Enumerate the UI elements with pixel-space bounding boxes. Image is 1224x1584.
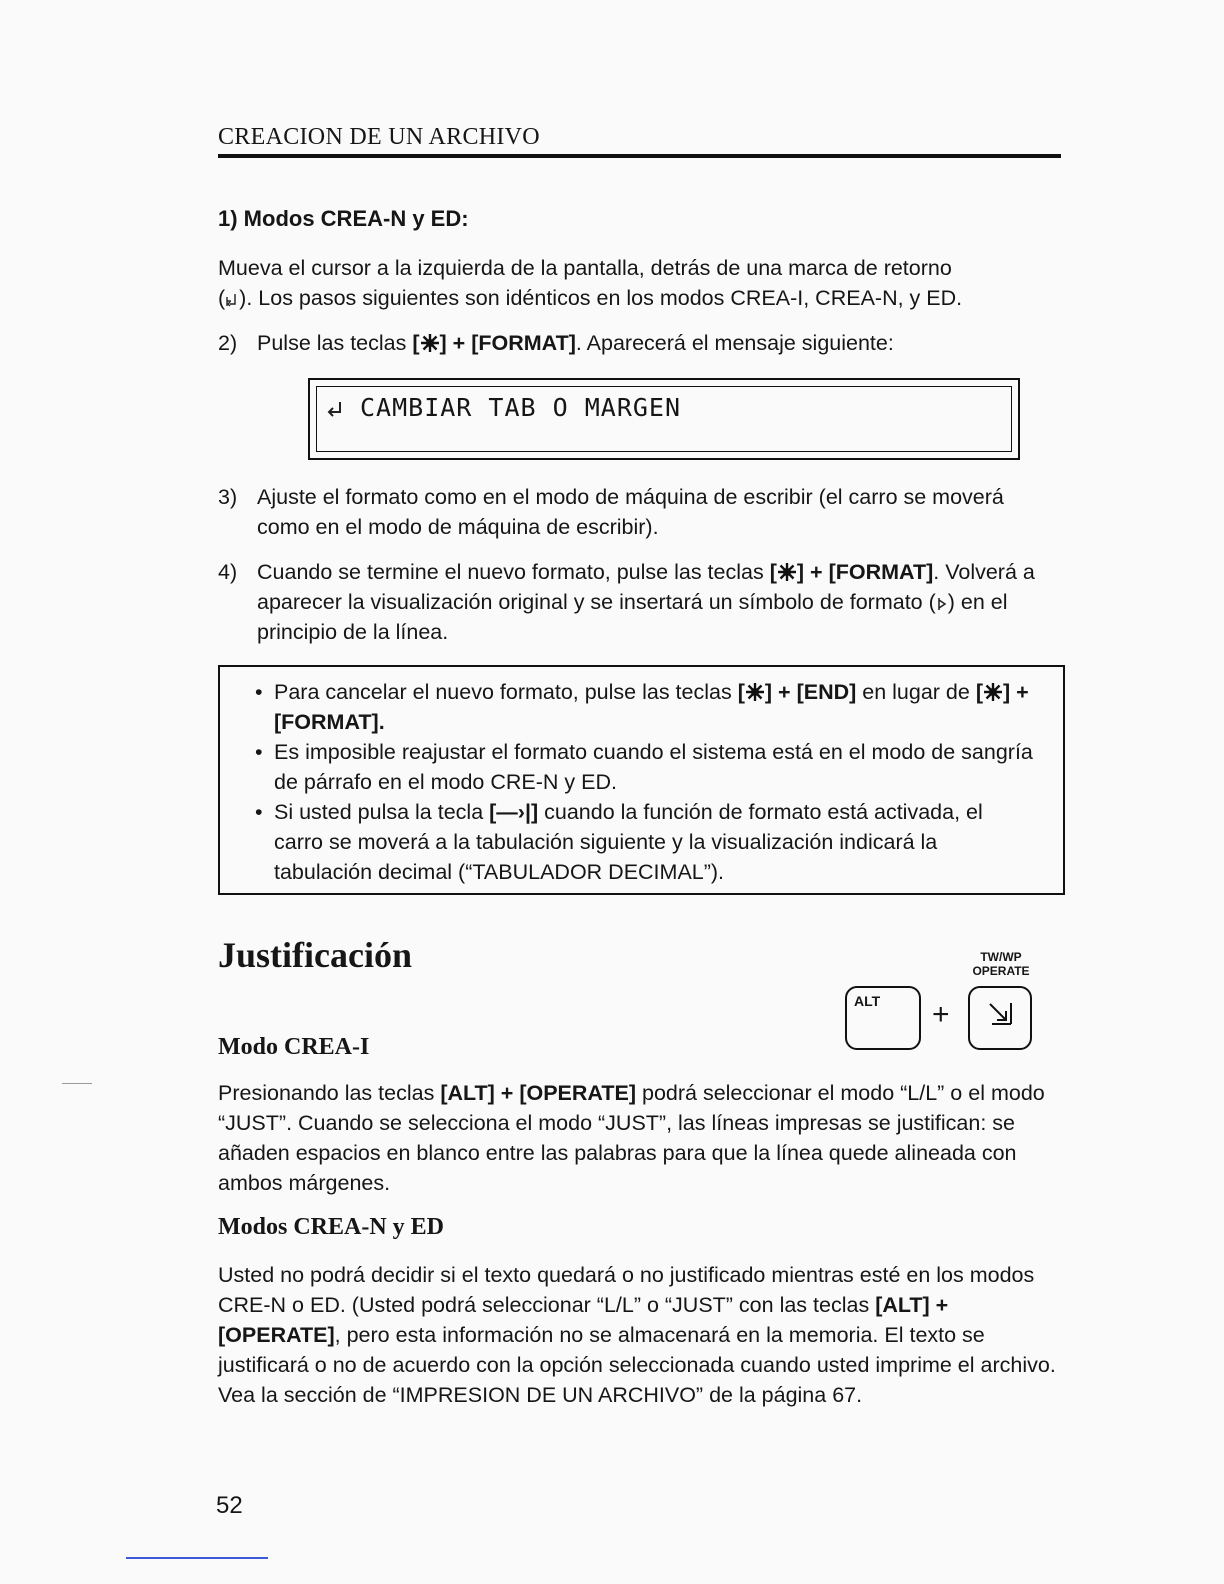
diagonal-arrow-icon [986,1000,1016,1028]
plus-sign: + [932,998,950,1031]
section-title: Justificación [218,935,412,975]
header-rule [218,154,1061,158]
paragraph-crea-i: Presionando las teclas [ALT] + [OPERATE] podrá seleccionar el modo “L/L” o el modo “JUST”. Cuando se selecciona el modo “JUST”, las líneas impresas se justifican: se añaden espacios en blanco entre las palabras para que la línea quede alineada con ambos márgenes. [218,1081,1045,1195]
page-number: 52 [216,1492,243,1519]
alt-key-label: ALT [854,993,881,1009]
bottom-edge-line [126,1557,268,1559]
running-header: CREACION DE UN ARCHIVO [218,124,540,150]
code-key-icon [983,682,1003,702]
format-symbol-icon [936,596,948,612]
lcd-message: CAMBIAR TAB O MARGEN [360,393,682,422]
subheading-crea-n-ed: Modos CREA-N y ED [218,1214,445,1240]
section-heading: 1) Modos CREA-N y ED: [218,206,469,231]
alt-key-icon [845,986,921,1050]
notes-box [218,665,1065,895]
key-caption: TW/WP OPERATE [972,950,1030,978]
step-3: 3) Ajuste el formato como en el modo de máquina de escribir (el carro se moverá como en el modo de máquina de escribir). [218,485,1004,539]
subheading-crea-i: Modo CREA-I [218,1034,370,1060]
note-item: • Es imposible reajustar el formato cuando el sistema está en el modo de sangría de párrafo en el modo CRE-N y ED. [255,737,1033,797]
step-2: 2) Pulse las teclas [ ] + [FORMAT]. Aparecerá el mensaje siguiente: [218,331,894,355]
margin-mark [62,1083,92,1084]
note-item: • Si usted pulsa la tecla [—›|] cuando la función de formato está activada, el carro se moverá a la tabulación siguiente y la visualización indicará la tabulación decimal (“TABULADOR DECIMAL”). [255,797,1033,887]
notes-list [255,677,1033,887]
step-4: 4) Cuando se termine el nuevo formato, pulse las teclas [ ] + [FORMAT]. Volverá a aparecer la visualización original y se insertará un símbolo de formato ( ) en el principio de la línea. [218,560,1035,644]
code-key-icon [777,562,797,582]
note-item: • Para cancelar el nuevo formato, pulse las teclas [ ] + [END] en lugar de [ ] + [FORMAT]. [255,677,1033,737]
code-key-icon [745,682,765,702]
return-mark-icon [225,292,239,308]
code-key-icon [420,333,440,353]
lcd-display [308,378,1020,460]
intro-paragraph: Mueva el cursor a la izquierda de la pantalla, detrás de una marca de retorno ( ). Los pasos siguientes son idénticos en los modos CREA-I, CREA-N, y ED. [218,256,963,310]
operate-key-icon [968,986,1032,1050]
paragraph-crea-n-ed: Usted no podrá decidir si el texto quedará o no justificado mientras esté en los modos CRE-N o ED. (Usted podrá seleccionar “L/L” o “JUST” con las teclas [ALT] + [OPERATE], pero esta información no se almacenará en la memoria. El texto se justificará o no de acuerdo con la opción seleccionada cuando usted imprime el archivo. Vea la sección de “IMPRESION DE UN ARCHIVO” de la página 67. [218,1263,1056,1407]
return-arrow-icon [326,400,344,418]
